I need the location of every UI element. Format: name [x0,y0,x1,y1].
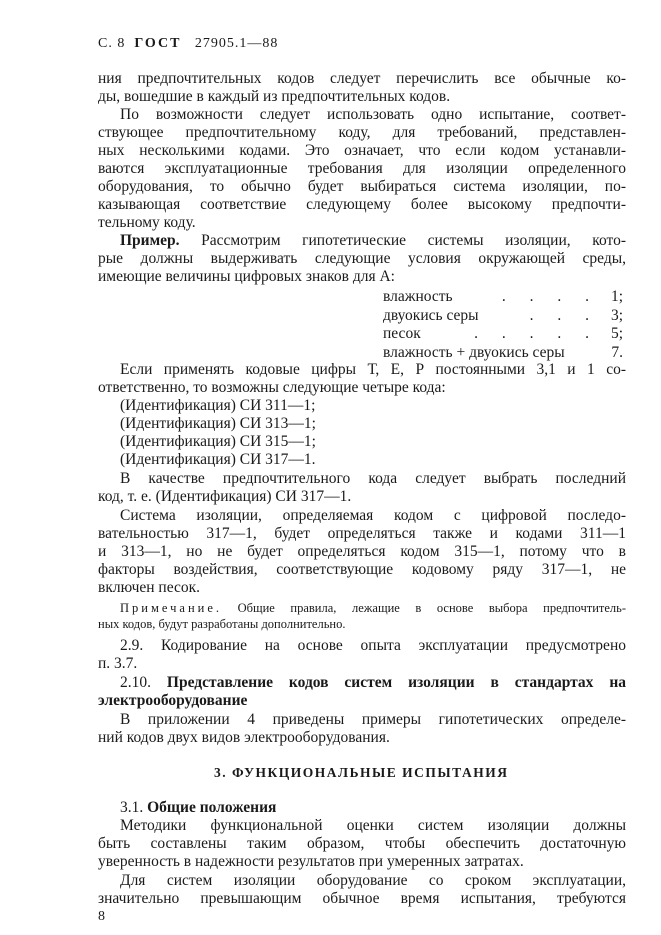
page-ref: С. 8 [98,36,126,51]
text-line: ния предпочтительных кодов следует перечислить все обычные ко- [98,70,626,87]
condition-row: влажность . . . . 1; [383,288,623,305]
code-line: (Идентификация) СИ 313—1; [120,415,316,432]
text-line: рые должны выдерживать следующие условия окружающей среды, [98,250,626,267]
gost-label: ГОСТ [134,36,182,51]
text-line: ний кодов двух видов электрооборудования. [98,729,390,746]
text-line: ды, вошедшие в каждый из предпочтительных кодов. [98,88,451,105]
text-line: факторы воздействия, соответствующие кодовому ряду 317—1, не [98,561,626,578]
text-line: и 313—1, но не будет определяться кодом 315—1, потому что в [98,543,626,560]
text-line: Если применять кодовые цифры Т, Е, Р постоянными 3,1 и 1 со- [120,361,626,378]
text-line: включен песок. [98,579,201,596]
text-line: имеющие величины цифровых знаков для А: [98,268,395,285]
example-line: Пример. Рассмотрим гипотетические системы изоляции, кото- [120,232,626,249]
text-line: В качестве предпочтительного кода следует выбрать последний [120,470,626,487]
text-line: ных несколькими кодами. Это означает, что если кодом устанавли- [98,142,626,159]
code-line: (Идентификация) СИ 315—1; [120,433,316,450]
text-line: ответственно, то возможны следующие четыре кода: [98,379,446,396]
text-line: В приложении 4 приведены примеры гипотетических определе- [120,711,626,728]
condition-row: песок . . . . . 5; [383,325,623,343]
text-line: казывающая соответствие следующему более высокому предпочти- [98,196,626,213]
condition-row: влажность + двуокись серы 7. [383,343,623,361]
note-line: Примечание. Общие правила, лежащие в основе выбора предпочтитель- [120,601,626,615]
text-line: вательностью 317—1, будет определяться также и кодами 311—1 [98,525,626,542]
text-line: значительно превышающим обычное время испытания, требуются [98,890,626,907]
text-line: оборудования, то обычно будет выбираться система изоляции, по- [98,178,626,195]
section-3-1-heading: 3.1. Общие положения [120,799,277,816]
text-line: электрооборудование [98,692,248,709]
section-3-title: 3. ФУНКЦИОНАЛЬНЫЕ ИСПЫТАНИЯ [214,765,509,780]
text-line: По возможности следует использовать одно испытание, соответ- [120,106,626,123]
text-line: п. 3.7. [98,655,138,672]
conditions-list [383,288,623,362]
text-line: уверенность в надежности результатов при умеренных затратах. [98,853,524,870]
text-line: Для систем изоляции оборудование со сроком эксплуатации, [120,872,626,889]
note-label: Примечание. [120,601,223,615]
example-label: Пример. [120,232,180,249]
text-line: тельному коду. [98,214,196,231]
text-line: ствующее предпочтительному коду, для требований, представлен- [98,124,626,141]
text-line: быть составлены таким образом, чтобы обеспечить достаточную [98,835,626,852]
text-line: ваются эксплуатационные требования для изоляции определенного [98,160,626,177]
text-line: Методики функциональной оценки систем изоляции должны [120,817,626,834]
page-number: 8 [98,909,105,924]
code-line: (Идентификация) СИ 311—1; [120,397,316,414]
condition-row: двуокись серы . . . 3; [383,306,623,324]
text-line: код, т. е. (Идентификация) СИ 317—1. [98,488,352,505]
code-line: (Идентификация) СИ 317—1. [120,451,316,468]
section-2-10-heading: 2.10. Представление кодов систем изоляции в стандартах на [120,674,626,691]
note-line: ных кодов, будут разработаны дополнительно. [98,617,346,631]
text-line: Система изоляции, определяемая кодом с цифровой последо- [120,507,626,524]
section-2-9: 2.9. Кодирование на основе опыта эксплуатации предусмотрено [120,637,626,654]
running-header [98,36,278,52]
gost-number: 27905.1—88 [194,36,279,51]
